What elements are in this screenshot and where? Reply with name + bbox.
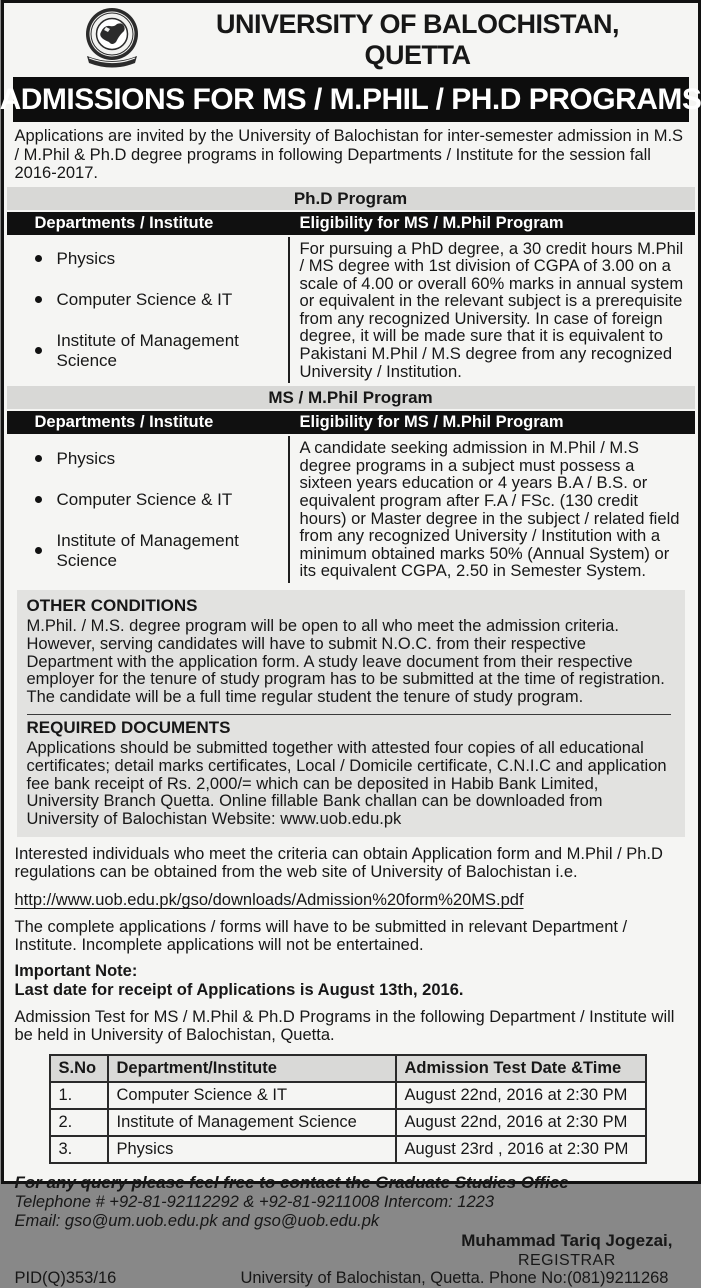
sno-cell: 2. bbox=[50, 1109, 108, 1136]
university-logo bbox=[53, 7, 171, 73]
bullet-icon bbox=[35, 455, 42, 462]
ms-section-title: MS / M.Phil Program bbox=[7, 386, 695, 409]
department-label: Institute of Management Science bbox=[56, 530, 239, 570]
ms-col2-header: Eligibility for MS / M.Phil Program bbox=[299, 413, 564, 432]
department-item bbox=[35, 490, 288, 510]
department-item bbox=[35, 331, 288, 371]
ms-col1-header: Departments / Institute bbox=[34, 413, 214, 432]
query-line: For any query please feel free to contact the Graduate Studies Office bbox=[14, 1172, 569, 1192]
important-note-label: Important Note: bbox=[14, 961, 138, 980]
date-header: Admission Test Date &Time bbox=[396, 1055, 646, 1082]
department-label: Institute of Management Science bbox=[56, 330, 239, 370]
university-name: UNIVERSITY OF BALOCHISTAN, QUETTA bbox=[215, 9, 620, 70]
ms-table-header bbox=[7, 411, 695, 434]
department-label: Physics bbox=[56, 448, 116, 468]
intro-paragraph: Applications are invited by the University of Balochistan for inter-semester admission in M.S / M.Phil & Ph.D degree programs in following Departments / Institute for the session fall 2016-2017. bbox=[14, 127, 684, 182]
admission-form-link[interactable]: http://www.uob.edu.pk/gso/downloads/Admission%20form%20MS.pdf bbox=[14, 890, 524, 909]
department-cell: Computer Science & IT bbox=[108, 1082, 396, 1109]
phd-table-header bbox=[7, 212, 695, 235]
submission-paragraph: The complete applications / forms will have to be submitted in relevant Department / Institute. Incomplete applications will not be entertained. bbox=[14, 917, 628, 955]
ms-departments-list bbox=[7, 436, 288, 583]
department-header: Department/Institute bbox=[108, 1055, 396, 1082]
ms-eligibility-text: A candidate seeking admission in M.Phil / M.S degree programs in a subject must possess a sixteen years education or 4 years B.A / B.S. or equivalent program after F.A / FSc. (130 credit hours) or Master degree in the subject / related field from any recognized University / Institution with a minimum obtained marks 50% (Annual System) or its equivalent CGPA, 2.50 in Semester System. bbox=[288, 436, 695, 583]
department-label: Physics bbox=[56, 248, 116, 268]
address-phone-line: University of Balochistan, Quetta. Phone No:(081)9211268 bbox=[240, 1268, 669, 1287]
telephone-line: Telephone # +92-81-92112292 & +92-81-9211008 Intercom: 1223 bbox=[14, 1192, 494, 1211]
test-table-header-row bbox=[50, 1055, 646, 1082]
bullet-icon bbox=[35, 255, 42, 262]
main-headline-banner: ADMISSIONS FOR MS / M.PHIL / PH.D PROGRAMS bbox=[13, 77, 689, 122]
phd-col1-header: Departments / Institute bbox=[34, 213, 214, 232]
department-cell: Physics bbox=[108, 1136, 396, 1163]
other-conditions-title: OTHER CONDITIONS bbox=[26, 596, 198, 615]
phd-col2-header: Eligibility for MS / M.Phil Program bbox=[299, 213, 564, 232]
admission-test-table bbox=[49, 1054, 647, 1164]
bottom-row bbox=[15, 1269, 689, 1288]
conditions-box bbox=[17, 590, 685, 837]
signatory-title: REGISTRAR bbox=[517, 1251, 616, 1269]
required-documents-title: REQUIRED DOCUMENTS bbox=[26, 717, 231, 737]
phd-table-body bbox=[7, 237, 695, 384]
date-cell: August 23rd , 2016 at 2:30 PM bbox=[396, 1136, 646, 1163]
download-url-line bbox=[15, 891, 689, 910]
department-label: Computer Science & IT bbox=[56, 489, 233, 509]
department-item bbox=[35, 290, 288, 310]
email-line: Email: gso@um.uob.edu.pk and gso@uob.edu.pk bbox=[14, 1211, 380, 1230]
department-item bbox=[35, 449, 288, 469]
sno-cell: 1. bbox=[50, 1082, 108, 1109]
bullet-icon bbox=[35, 496, 42, 503]
ms-table-body bbox=[7, 436, 695, 583]
table-row bbox=[50, 1082, 646, 1109]
bullet-icon bbox=[35, 547, 42, 554]
bullet-icon bbox=[35, 296, 42, 303]
signature-block bbox=[461, 1231, 672, 1270]
last-date-line: Last date for receipt of Applications is August 13th, 2016. bbox=[14, 981, 464, 1000]
table-row bbox=[50, 1136, 646, 1163]
bullet-icon bbox=[35, 347, 42, 354]
admission-test-paragraph: Admission Test for MS / M.Phil & Ph.D Programs in the following Department / Institute will be held in University of Balochistan, Quetta. bbox=[14, 1007, 675, 1045]
signatory-name: Muhammad Tariq Jogezai, bbox=[461, 1230, 673, 1250]
phd-section-title: Ph.D Program bbox=[7, 187, 695, 210]
table-row bbox=[50, 1109, 646, 1136]
obtain-forms-paragraph: Interested individuals who meet the criteria can obtain Application form and M.Phil / Ph.D regulations can be obtained from the web site of University of Balochistan i.e. bbox=[14, 844, 663, 882]
department-item bbox=[35, 531, 288, 571]
date-cell: August 22nd, 2016 at 2:30 PM bbox=[396, 1082, 646, 1109]
required-documents-body: Applications should be submitted together with attested four copies of all educational certificates; detail marks certificates, Local / Domicile certificate, C.N.I.C and application fee bank receipt of Rs. 2,000/= which can be deposited in Habib Bank Limited, University Branch Quetta. Online fillable Bank challan can be downloaded from University of Balochistan Website: www.uob.edu.pk bbox=[26, 738, 667, 829]
header bbox=[7, 7, 695, 73]
other-conditions-body: M.Phil. / M.S. degree program will be open to all who meet the admission criteria. However, serving candidates will have to submit N.O.C. from their respective Department with the application form. A study leave document from their respective employer for the tenure of study program has to be submitted at the time of registration. The candidate will be a full time regular student the tenure of study program. bbox=[26, 617, 665, 707]
divider bbox=[27, 714, 671, 715]
date-cell: August 22nd, 2016 at 2:30 PM bbox=[396, 1109, 646, 1136]
phd-eligibility-text: For pursuing a PhD degree, a 30 credit hours M.Phil / MS degree with 1st division of CGPA of 3.00 on a scale of 4.00 or overall 60% marks in annual system or equivalent in the relevant subject is a prerequisite from any recognized University. In case of foreign degree, it will be made sure that it is equivalent to Pakistani M.Phil / M.S degree from any recognized University / Institution. bbox=[288, 237, 695, 384]
sno-header: S.No bbox=[50, 1055, 108, 1082]
footer bbox=[15, 1173, 689, 1288]
pid-number: PID(Q)353/16 bbox=[14, 1268, 117, 1287]
university-seal-icon bbox=[73, 7, 151, 73]
department-label: Computer Science & IT bbox=[56, 289, 233, 309]
phd-departments-list bbox=[7, 237, 288, 384]
sno-cell: 3. bbox=[50, 1136, 108, 1163]
department-cell: Institute of Management Science bbox=[108, 1109, 396, 1136]
department-item bbox=[35, 249, 288, 269]
